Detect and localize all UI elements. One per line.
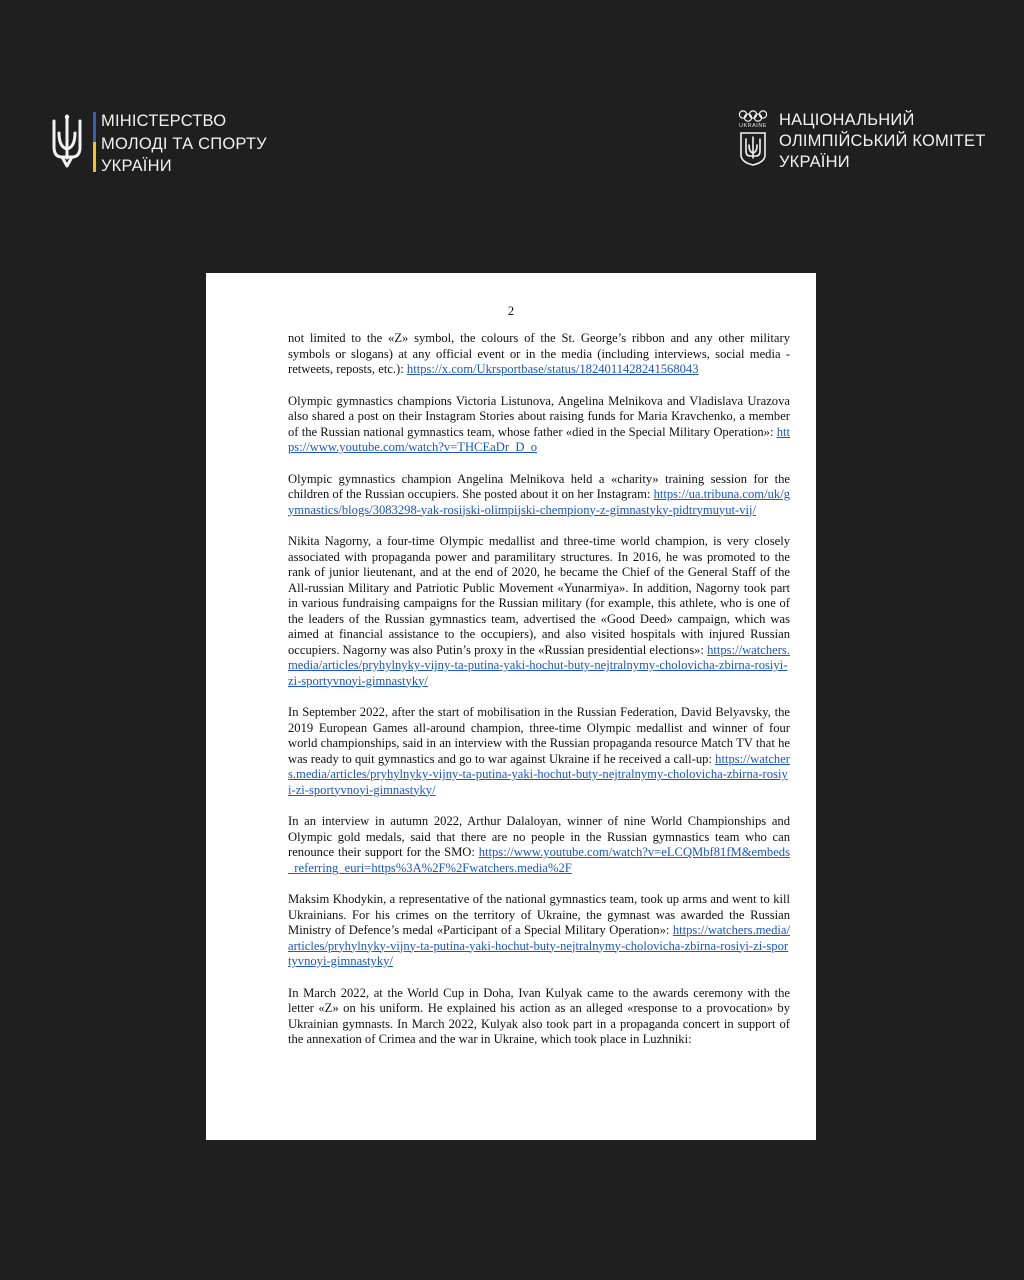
source-link[interactable]: https://x.com/Ukrsportbase/status/1824011428241568043 [406,362,699,376]
olympic-rings-icon [737,110,769,122]
flag-divider [93,112,96,172]
paragraph [288,331,790,378]
document-body [288,331,790,1064]
paragraph-text: Olympic gymnastics champion Angelina Melnikova held a «charity» training session for the children of the Russian occupiers. She posted about it on her Instagram: [288,471,790,501]
source-link[interactable]: https://www.youtube.com/watch?v=eLCQMbf81fM&embeds_referring_euri=https%3A%2F%2Fwatchers.media%2F [288,845,790,875]
shield-trident-icon [739,131,767,167]
source-link[interactable]: https://watchers.media/articles/pryhylnyky-vijny-ta-putina-yaki-hochut-buty-nejtralnymy-cholovicha-zbirna-rosiyi-zi-sportyvnoyi-gimnastyky/ [288,642,790,688]
source-link[interactable]: https://watchers.media/articles/pryhylnyky-vijny-ta-putina-yaki-hochut-buty-nejtralnymy-cholovicha-zbirna-rosiyi-zi-sportyvnoyi-gimnastyky/ [288,751,790,797]
ministry-name-line-2: МОЛОДІ ТА СПОРТУ [101,134,267,153]
ministry-name [101,110,267,178]
ministry-name-line-3: УКРАЇНИ [101,157,172,175]
noc-name-line-3: УКРАЇНИ [779,153,850,171]
source-link[interactable]: https://watchers.media/articles/pryhylnyky-vijny-ta-putina-yaki-hochut-buty-nejtralnymy-cholovicha-zbirna-rosiyi-zi-sportyvnoyi-gimnastyky/ [288,923,790,968]
paragraph-text: Nikita Nagorny, a four-time Olympic medallist and three-time world champion, is very closely associated with propaganda power and paramilitary structures. In 2016, he was promoted to the rank of junior lieutenant, and at the end of 2020, he became the Chief of the General Staff of the All-russian Military and Patriotic Public Movement «Yunarmiya». In addition, Nagorny took part in various fundraising campaigns for the Russian military (for example, this athlete, who is one of the leaders of the Russian gymnastics team, advertised the «Good Deed» campaign, which was aimed at financial assistance to the occupiers), and also visited hospitals with injured Russian occupiers. Nagorny was also Putin’s proxy in the «Russian presidential elections»: [288,534,790,657]
paragraph [288,814,790,876]
noc-emblem-caption: UKRAINE [739,123,767,129]
paragraph-text: In an interview in autumn 2022, Arthur Dalaloyan, winner of nine World Championships and Olympic gold medals, said that there are no people in the Russian gymnastics team who can renounce their support for the SMO: [288,814,790,859]
document-page [206,273,816,1140]
noc-name-line-1: НАЦІОНАЛЬНИЙ [779,111,915,129]
paragraph-text: not limited to the «Z» symbol, the colours of the St. George’s ribbon and any other military symbols or slogans) at any official event or in the media (including interviews, social media - retweets, reposts, etc.): [288,331,790,376]
paragraph [288,986,790,1048]
paragraph [288,394,790,456]
ministry-name-line-1: МІНІСТЕРСТВО [101,112,227,130]
paragraph [288,705,790,798]
noc-name [779,110,986,173]
paragraph [288,472,790,519]
source-link[interactable]: https://ua.tribuna.com/uk/gymnastics/blogs/3083298-yak-rosijski-olimpijski-chempiony-z-gimnastyky-pidtrymuyut-vij/ [288,487,790,517]
noc-emblem [737,110,769,174]
paragraph [288,534,790,689]
paragraph [288,892,790,970]
paragraph-text: Olympic gymnastics champions Victoria Listunova, Angelina Melnikova and Vladislava Urazova also shared a post on their Instagram Stories about raising funds for Maria Kravchenko, a member of the Russian national gymnastics team, whose father «died in the Special Military Operation»: [288,393,790,439]
page-number: 2 [507,304,515,318]
paragraph-text: In September 2022, after the start of mobilisation in the Russian Federation, David Belyavsky, the 2019 European Games all-around champion, three-time Olympic medallist and winner of four world championships, said in an interview with the Russian propaganda resource Match TV that he was ready to quit gymnastics and go to war against Ukraine if he received a call-up: [288,705,790,766]
ministry-logo [50,110,267,178]
paragraph-text: In March 2022, at the World Cup in Doha, Ivan Kulyak came to the awards ceremony with the letter «Z» on his uniform. He explained his action as an alleged «response to a provocation» by Ukrainian gymnasts. In March 2022, Kulyak also took part in a propaganda concert in support of the annexation of Crimea and the war in Ukraine, which took place in Luzhniki: [288,985,790,1046]
noc-name-line-2: ОЛІМПІЙСЬКИЙ КОМІТЕТ [779,132,986,150]
source-link[interactable]: https://www.youtube.com/watch?v=THCEaDr_D_o [288,424,790,454]
noc-logo [737,110,986,174]
trident-icon [50,113,84,171]
paragraph-text: Maksim Khodykin, a representative of the national gymnastics team, took up arms and went to kill Ukrainians. For his crimes on the territory of Ukraine, the gymnast was awarded the Russian Ministry of Defence’s medal «Participant of a Special Military Operation»: [288,892,790,937]
